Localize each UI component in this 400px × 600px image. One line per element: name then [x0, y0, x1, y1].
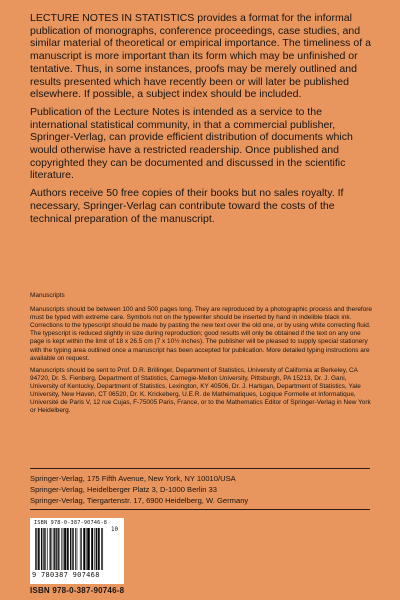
address-line: Springer-Verlag, Tiergartenstr. 17, 6900 Heidelberg, W. Germany: [30, 495, 249, 505]
barcode-bar: [61, 528, 62, 570]
barcode-bar: [88, 528, 89, 570]
barcode-bar: [38, 528, 39, 570]
barcode-bar: [71, 528, 72, 570]
barcode-bar: [59, 528, 60, 570]
barcode-isbn-label: ISBN 978-0-387-90746-8: [34, 520, 108, 526]
barcode-bar: [77, 528, 78, 570]
barcode-bar: [99, 528, 100, 570]
barcode-bar: [92, 528, 93, 570]
barcode-bar: [52, 528, 53, 570]
barcode-bar: [50, 528, 51, 570]
barcode-bar: [88, 528, 89, 570]
manuscripts-section: [30, 292, 375, 419]
barcode-bar: [68, 528, 69, 570]
barcode-bar: [43, 528, 44, 570]
intro-paragraph: LECTURE NOTES IN STATISTICS provides a format for the informal publication of monographs, conference proceedings, case studies, and similar material of theoretical or empirical importance. The timeliness of a manuscript is more important than its form which may be unfinished or tentative. Thus, in some instances, proofs may be merely outlined and results presented which have recently been or will later be published elsewhere. If possible, a subject index should be included.: [30, 12, 371, 101]
barcode-bar: [67, 528, 68, 570]
barcode-bar: [58, 528, 59, 570]
barcode-bar: [54, 528, 55, 570]
barcode-bar: [98, 528, 99, 570]
barcode-bar: [65, 528, 66, 570]
barcode-bar: [50, 528, 51, 570]
barcode-bar: [80, 528, 81, 570]
barcode-bar: [98, 528, 99, 570]
barcode-bar: [45, 528, 46, 570]
barcode-bar: [64, 528, 65, 570]
barcode: [30, 518, 124, 584]
barcode-bar: [63, 528, 64, 570]
barcode-bar: [89, 528, 90, 570]
manuscripts-paragraph: Manuscripts should be between 100 and 500 pages long. They are reproduced by a photographic process and therefore must be typed with extreme care. Symbols not on the typewriter should be inserted by hand in indelible black ink. Corrections to the typescript should be made by pasting the new text over the old one, or by using white correcting fluid. The typescript is reduced slightly in size during reproduction; good results will only be obtained if the text on any one page is kept within the limit of 18 x 26.5 cm (7 x 10½ inches). The publisher will be pleased to supply special stationery with the typing area outlined once a manuscript has been accepted for publication. More detailed typing instructions are available on request.: [30, 306, 373, 362]
barcode-bar: [41, 528, 42, 570]
barcode-bar: [73, 528, 74, 570]
barcode-bar: [57, 528, 58, 570]
divider-top: [30, 468, 370, 469]
barcode-bar: [53, 528, 54, 570]
barcode-bar: [35, 528, 36, 570]
barcode-bar: [84, 528, 85, 570]
address-line: Springer-Verlag, Heidelberger Platz 3, D-1000 Berlin 33: [30, 484, 217, 494]
barcode-bar: [83, 528, 84, 570]
manuscripts-heading: Manuscripts: [30, 292, 65, 299]
barcode-bar: [81, 528, 82, 570]
barcode-bars: [35, 528, 105, 570]
barcode-bar: [39, 528, 40, 570]
barcode-bar: [44, 528, 45, 570]
barcode-addon: 10: [111, 527, 118, 533]
barcode-bar: [96, 528, 97, 570]
barcode-bar: [47, 528, 48, 570]
barcode-bar: [42, 528, 43, 570]
intro-paragraph: Publication of the Lecture Notes is intended as a service to the international statistical community, in that a commercial publisher, Springer-Verlag, can provide efficient distribution of documents which would otherwise have a restricted readership. Once published and copyrighted they can be documented and discussed in the scientific literature.: [30, 105, 353, 182]
barcode-bar: [36, 528, 37, 570]
barcode-bar: [56, 528, 57, 570]
barcode-bar: [87, 528, 88, 570]
barcode-bar: [86, 528, 87, 570]
barcode-bar: [55, 528, 56, 570]
barcode-bar: [102, 528, 103, 570]
intro-paragraph: Authors receive 50 free copies of their books but no sales royalty. If necessary, Springer-Verlag can contribute toward the costs of the technical preparation of the manuscript.: [30, 187, 344, 225]
barcode-bar: [75, 528, 76, 570]
publisher-addresses: [30, 474, 370, 506]
isbn-number: ISBN 978-0-387-90746-8: [30, 586, 125, 595]
barcode-bar: [92, 528, 93, 570]
barcode-bar: [65, 528, 66, 570]
address-line: Springer-Verlag, 175 Fifth Avenue, New York, NY 10010/USA: [30, 474, 236, 483]
series-description: [30, 12, 375, 230]
barcode-bar: [70, 528, 71, 570]
barcode-bar: [94, 528, 95, 570]
manuscripts-paragraph: Manuscripts should be sent to Prof. D.R. Brillinger, Department of Statistics, University of California at Berkeley, CA 94720, Dr. S. Fienberg, Department of Statistics, Carnegie-Mellon University, Pittsburgh, PA 15213, Dr. J. Gani, University of Kentucky, Department of Statistics, Lexington, KY 40506, Dr. J. Hartigan, Department of Statistics, Yale University, New Haven, CT 06520, Dr. K. Krickeberg, U.E.R. de Mathématiques, Logique Formelle et Informatique, Université de Paris V, 12 rue Cujas, F-75005 Paris, France, or to the Mathematics Editor of Springer-Verlag in New York or Heidelberg.: [30, 366, 371, 415]
barcode-digits: 9 780387 907468: [32, 571, 100, 579]
barcode-bar: [96, 528, 97, 570]
barcode-bar: [101, 528, 102, 570]
barcode-bar: [85, 528, 86, 570]
barcode-bar: [67, 528, 68, 570]
divider-bottom: [30, 509, 370, 510]
barcode-bar: [91, 528, 92, 570]
barcode-bar: [72, 528, 73, 570]
barcode-bar: [38, 528, 39, 570]
